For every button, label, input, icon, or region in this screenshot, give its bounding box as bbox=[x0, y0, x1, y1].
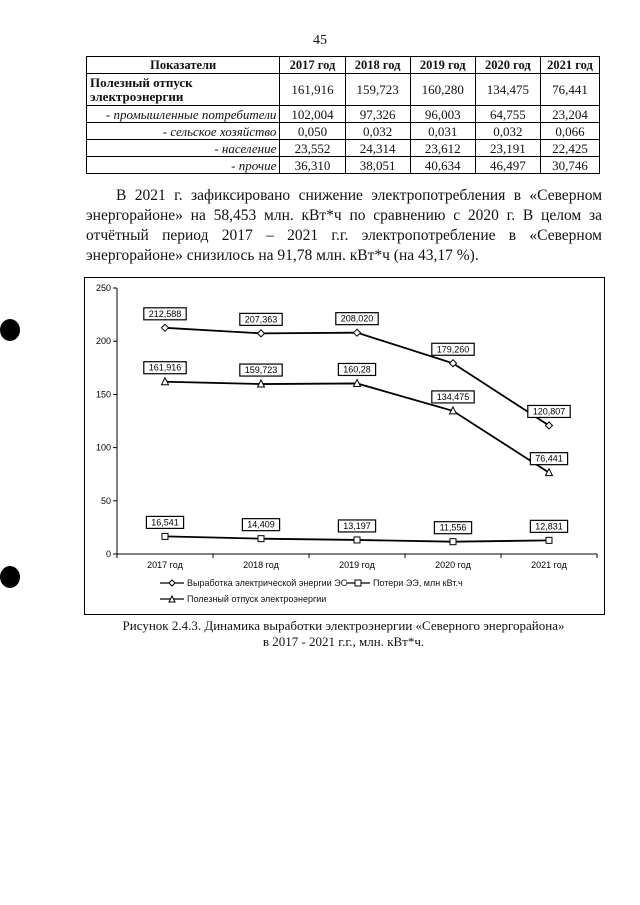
row-label: Полезный отпуск электроэнергии bbox=[87, 74, 280, 106]
table-cell: 64,755 bbox=[475, 106, 540, 123]
caption-line: в 2017 - 2021 г.г., млн. кВт*ч. bbox=[262, 634, 425, 649]
table-cell: 161,916 bbox=[280, 74, 345, 106]
data-label: 76,441 bbox=[535, 453, 563, 464]
y-tick-label: 0 bbox=[105, 549, 111, 559]
y-tick-label: 50 bbox=[100, 495, 111, 506]
table-cell: 160,280 bbox=[410, 74, 475, 106]
x-tick-label: 2019 год bbox=[339, 560, 375, 570]
table-row bbox=[87, 157, 600, 174]
x-tick-label: 2021 год bbox=[531, 560, 567, 570]
y-tick-label: 200 bbox=[95, 336, 111, 347]
table-cell: 0,050 bbox=[280, 123, 345, 140]
data-label: 161,916 bbox=[148, 362, 182, 373]
table-cell: 30,746 bbox=[540, 157, 599, 174]
table-cell: 0,031 bbox=[410, 123, 475, 140]
table-cell: 76,441 bbox=[540, 74, 599, 106]
legend-item-useful-supply bbox=[160, 594, 326, 604]
data-label: 16,541 bbox=[151, 517, 179, 528]
line-chart bbox=[85, 278, 604, 614]
data-label: 12,831 bbox=[535, 521, 563, 532]
table-row bbox=[87, 106, 600, 123]
punch-hole-top bbox=[0, 319, 20, 341]
table-header-cell: Показатели bbox=[87, 57, 280, 74]
table-cell: 97,326 bbox=[345, 106, 410, 123]
data-label: 159,723 bbox=[244, 365, 278, 376]
legend-item-generation bbox=[160, 578, 347, 588]
page-number: 45 bbox=[313, 33, 327, 48]
y-tick-label: 150 bbox=[95, 389, 111, 400]
data-label: 11,556 bbox=[439, 522, 467, 533]
table-row bbox=[87, 74, 600, 106]
x-tick-label: 2020 год bbox=[435, 560, 471, 570]
legend-label: Потери ЭЭ, млн кВт.ч bbox=[373, 578, 463, 588]
data-label: 212,588 bbox=[148, 308, 182, 319]
data-label: 120,807 bbox=[532, 406, 566, 417]
data-point-square bbox=[162, 533, 168, 539]
data-label: 13,197 bbox=[343, 520, 371, 531]
data-label: 208,020 bbox=[340, 313, 374, 324]
series-line bbox=[165, 328, 549, 426]
table-cell: 38,051 bbox=[345, 157, 410, 174]
table-cell: 0,032 bbox=[345, 123, 410, 140]
data-label: 179,260 bbox=[436, 344, 470, 355]
data-label: 14,409 bbox=[247, 519, 275, 530]
data-point-diamond bbox=[162, 324, 169, 331]
table-cell: 96,003 bbox=[410, 106, 475, 123]
table-header-cell: 2018 год bbox=[345, 57, 410, 74]
table-cell: 40,634 bbox=[410, 157, 475, 174]
data-point-square bbox=[258, 536, 264, 542]
data-point-square bbox=[546, 537, 552, 543]
data-point-diamond bbox=[354, 329, 361, 336]
y-tick-label: 250 bbox=[95, 283, 111, 293]
punch-hole-bottom bbox=[0, 566, 20, 588]
diamond-marker-icon bbox=[160, 579, 184, 587]
data-table bbox=[86, 56, 600, 174]
table-cell: 0,032 bbox=[475, 123, 540, 140]
figure-caption bbox=[84, 618, 603, 650]
chart-frame bbox=[84, 277, 605, 615]
data-label: 207,363 bbox=[244, 314, 278, 325]
table-cell: 23,552 bbox=[280, 140, 345, 157]
body-paragraph: В 2021 г. зафиксировано снижение электропотребления в «Северном энергорайоне» на 58,453 млн. кВт*ч по сравнению с 2020 г. В целом за отчётный период 2017 – 2021 г.г. электропотребление в «Северном энергорайоне» снизилось на 91,78 млн. кВт*ч (на 43,17 %). bbox=[86, 187, 602, 264]
table-cell: 46,497 bbox=[475, 157, 540, 174]
table-header-cell: 2019 год bbox=[410, 57, 475, 74]
table-cell: 102,004 bbox=[280, 106, 345, 123]
table-row bbox=[87, 140, 600, 157]
table-cell: 0,066 bbox=[540, 123, 599, 140]
data-point-diamond bbox=[258, 330, 265, 337]
x-tick-label: 2018 год bbox=[243, 560, 279, 570]
square-marker-icon bbox=[346, 579, 370, 587]
table-cell: 159,723 bbox=[345, 74, 410, 106]
table-cell: 23,204 bbox=[540, 106, 599, 123]
caption-line: Рисунок 2.4.3. Динамика выработки электроэнергии «Северного энергорайона» bbox=[122, 618, 565, 633]
legend-label: Полезный отпуск электроэнергии bbox=[187, 594, 327, 604]
y-tick-label: 100 bbox=[95, 442, 111, 453]
table-header-cell: 2021 год bbox=[540, 57, 599, 74]
table-cell: 24,314 bbox=[345, 140, 410, 157]
table-cell: 22,425 bbox=[540, 140, 599, 157]
table-cell: 36,310 bbox=[280, 157, 345, 174]
data-point-triangle bbox=[546, 469, 553, 476]
series-line bbox=[165, 382, 549, 473]
triangle-marker-icon bbox=[160, 595, 184, 603]
table-header-cell: 2020 год bbox=[475, 57, 540, 74]
data-label: 134,475 bbox=[436, 391, 470, 402]
table-cell: 134,475 bbox=[475, 74, 540, 106]
table-header-cell: 2017 год bbox=[280, 57, 345, 74]
row-label: - прочие bbox=[87, 157, 280, 174]
data-point-square bbox=[354, 537, 360, 543]
row-label: - промышленные потребители bbox=[87, 106, 280, 123]
data-point-square bbox=[450, 539, 456, 545]
legend-label: Выработка электрической энергии ЭС bbox=[187, 578, 348, 588]
table-row bbox=[87, 123, 600, 140]
data-label: 160,28 bbox=[343, 364, 371, 375]
table-cell: 23,612 bbox=[410, 140, 475, 157]
table-header-row bbox=[87, 57, 600, 74]
row-label: - население bbox=[87, 140, 280, 157]
table-cell: 23,191 bbox=[475, 140, 540, 157]
legend-item-losses bbox=[346, 578, 463, 588]
row-label: - сельское хозяйство bbox=[87, 123, 280, 140]
x-tick-label: 2017 год bbox=[147, 560, 183, 570]
